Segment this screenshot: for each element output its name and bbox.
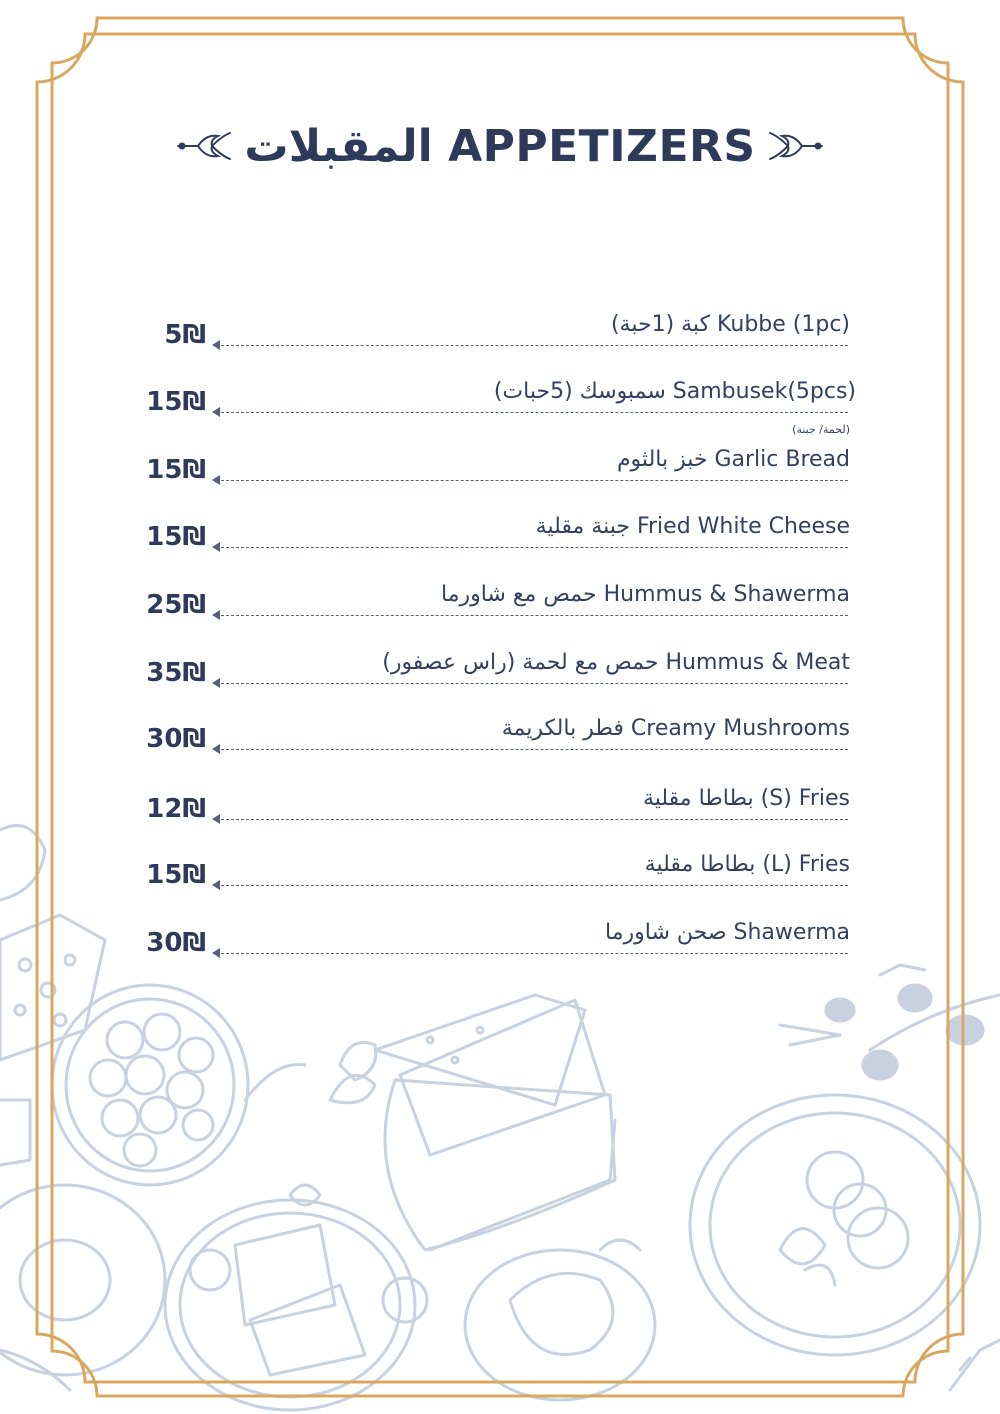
- dashed-leader-line: [216, 412, 848, 413]
- item-price: 12₪: [146, 794, 206, 824]
- dashed-leader-line: [216, 345, 848, 346]
- dashed-leader-line: [216, 749, 848, 750]
- menu-item-creamy-mushrooms: [140, 716, 860, 766]
- item-price: 15₪: [146, 455, 206, 485]
- item-price: 30₪: [146, 724, 206, 754]
- item-name: بطاطا مقلية (L) Fries: [644, 852, 850, 877]
- menu-item-kubbe: [140, 312, 860, 362]
- dashed-leader-line: [216, 683, 848, 684]
- menu-item-garlic-bread: [140, 447, 860, 497]
- menu-item-shawerma-plate: [140, 920, 860, 970]
- item-name: حمص مع لحمة (راس عصفور) Hummus & Meat: [382, 650, 850, 675]
- item-name: خبز بالثوم Garlic Bread: [616, 447, 850, 472]
- item-price: 15₪: [146, 860, 206, 890]
- item-price: 25₪: [146, 590, 206, 620]
- dashed-leader-line: [216, 953, 848, 954]
- item-name: كبة (1حبة) Kubbe (1pc): [610, 312, 850, 337]
- item-name: حمص مع شاورما Hummus & Shawerma: [440, 582, 850, 607]
- item-price: 35₪: [146, 658, 206, 688]
- item-price: 5₪: [164, 320, 206, 350]
- dashed-leader-line: [216, 615, 848, 616]
- item-name: صحن شاورما Shawerma: [605, 920, 850, 945]
- page-title: المقبلات APPETIZERS: [244, 120, 756, 172]
- menu-item-sambusek: [140, 379, 860, 436]
- menu-item-hummus-meat: [140, 650, 860, 700]
- dashed-leader-line: [216, 480, 848, 481]
- item-name: سمبوسك (5حبات) Sambusek(5pcs): [493, 379, 856, 404]
- dashed-leader-line: [216, 885, 848, 886]
- menu-item-fried-white-cheese: [140, 514, 860, 564]
- item-name: بطاطا مقلية (S) Fries: [642, 786, 850, 811]
- item-price: 15₪: [146, 522, 206, 552]
- menu-item-fries-small: [140, 786, 860, 836]
- dashed-leader-line: [216, 819, 848, 820]
- item-note: (لحمة/ جبنة): [792, 423, 850, 436]
- item-name: فطر بالكريمة Creamy Mushrooms: [501, 716, 850, 741]
- menu-item-fries-large: [140, 852, 860, 902]
- menu-item-hummus-shawerma: [140, 582, 860, 632]
- item-price: 30₪: [146, 928, 206, 958]
- item-name: جبنة مقلية Fried White Cheese: [535, 514, 850, 539]
- item-price: 15₪: [146, 387, 206, 417]
- dashed-leader-line: [216, 547, 848, 548]
